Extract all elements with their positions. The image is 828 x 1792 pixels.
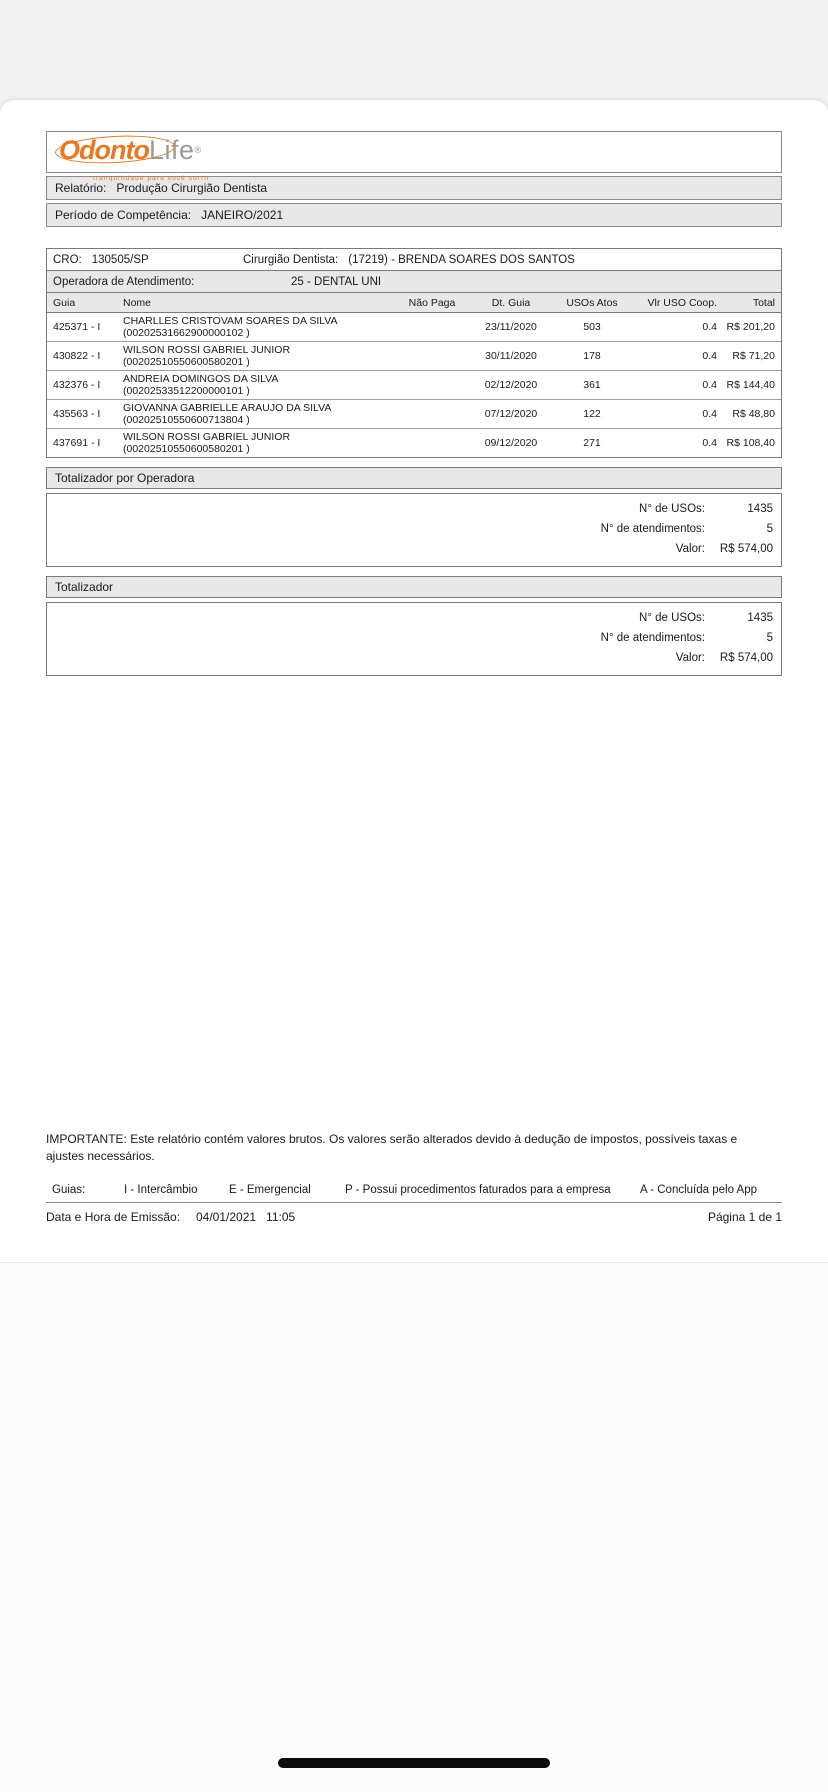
cell-total: R$ 201,20 <box>726 321 775 333</box>
cell-vlr-uso: 0.4 <box>702 379 717 391</box>
cell-usos-atos: 122 <box>583 408 601 420</box>
odontolife-logo <box>59 135 211 182</box>
periodo-value: JANEIRO/2021 <box>201 208 284 222</box>
page-number: Página 1 de 1 <box>707 1210 782 1224</box>
logo-text-odonto: Odonto <box>59 135 149 165</box>
total-usos-row <box>47 499 781 519</box>
table-row <box>47 400 781 429</box>
guias-label: Guias: <box>52 1184 86 1196</box>
header-dt-guia: Dt. Guia <box>491 296 531 309</box>
cro-value: 130505/SP <box>91 253 149 266</box>
valor-label: Valor: <box>675 543 705 555</box>
total-usos-row <box>47 608 781 628</box>
totalizador-operadora-box <box>46 493 782 567</box>
cell-total: R$ 48,80 <box>732 408 775 420</box>
operadora-value: 25 - DENTAL UNI <box>291 275 382 288</box>
total-atendimentos-row <box>47 628 781 648</box>
atendimentos-label: N° de atendimentos: <box>600 632 705 644</box>
usos-label: N° de USOs: <box>639 612 705 624</box>
cell-usos-atos: 271 <box>583 437 601 449</box>
legend-intercambio: I - Intercâmbio <box>124 1184 198 1196</box>
cell-usos-atos: 361 <box>583 379 601 391</box>
table-row <box>47 371 781 400</box>
emissao-value: 04/01/2021 11:05 <box>196 1210 296 1224</box>
cell-dt-guia: 02/12/2020 <box>484 379 538 391</box>
table-row <box>47 429 781 457</box>
legend-procedimentos: P - Possui procedimentos faturados para a empresa <box>345 1184 611 1196</box>
operadora-label: Operadora de Atendimento: <box>53 275 195 288</box>
guias-legend-row <box>46 1180 782 1203</box>
usos-label: N° de USOs: <box>639 503 705 515</box>
header-vlr-uso: Vlr USO Coop. <box>647 296 717 309</box>
cell-dt-guia: 30/11/2020 <box>485 350 537 362</box>
importante-note: IMPORTANTE: Este relatório contém valores brutos. Os valores serão alterados devido à dedução de impostos, possíveis taxas e ajustes necessários. <box>46 1132 738 1163</box>
usos-value: 1435 <box>747 612 773 624</box>
valor-value: R$ 574,00 <box>719 652 773 664</box>
total-atendimentos-row <box>47 519 781 539</box>
cro-group <box>53 254 243 266</box>
cell-guia: 425371 - I <box>53 321 101 333</box>
totalizador-operadora-title: Totalizador por Operadora <box>46 467 782 489</box>
operadora-row <box>47 271 781 293</box>
cro-label: CRO: <box>53 253 82 266</box>
totalizador-title: Totalizador <box>46 576 782 598</box>
dentista-value: (17219) - BRENDA SOARES DOS SANTOS <box>348 253 575 266</box>
dentista-group <box>243 254 575 266</box>
legend-concluida-app: A - Concluída pelo App <box>640 1184 757 1196</box>
header-guia: Guia <box>53 296 76 309</box>
cell-dt-guia: 09/12/2020 <box>484 437 538 449</box>
cell-vlr-uso: 0.4 <box>702 437 717 449</box>
cell-guia: 435563 - I <box>53 408 101 420</box>
atendimentos-value: 5 <box>766 523 773 535</box>
cell-guia: 437691 - I <box>53 437 101 449</box>
home-indicator[interactable] <box>278 1758 550 1768</box>
logo-tagline: tranquilidade para você sorrir <box>93 175 211 182</box>
background-area <box>0 1262 828 1792</box>
totalizador-box <box>46 602 782 676</box>
cell-usos-atos: 178 <box>583 350 601 362</box>
header-usos-atos: USOs Atos <box>566 296 618 309</box>
table-header-row <box>47 293 781 313</box>
periodo-bar <box>46 203 782 227</box>
table-row <box>47 313 781 342</box>
cell-nome: ANDREIA DOMINGOS DA SILVA (00202533512200000101 ) <box>123 373 278 397</box>
cell-total: R$ 108,40 <box>726 437 775 449</box>
report-footer <box>46 1131 782 1224</box>
emissao-label: Data e Hora de Emissão: <box>46 1210 181 1224</box>
header-total: Total <box>752 296 775 309</box>
valor-value: R$ 574,00 <box>719 543 773 555</box>
emission-row <box>46 1203 782 1224</box>
atendimentos-label: N° de atendimentos: <box>600 523 705 535</box>
report-page <box>46 131 782 1262</box>
logo-box <box>46 131 782 182</box>
relatorio-value: Produção Cirurgião Dentista <box>116 181 268 195</box>
total-valor-row <box>47 648 781 668</box>
cell-nome: CHARLLES CRISTOVAM SOARES DA SILVA (00202531662900000102 ) <box>123 315 337 339</box>
cell-nome: WILSON ROSSI GABRIEL JUNIOR (00202510550600580201 ) <box>123 344 291 368</box>
meta-row <box>47 249 781 271</box>
usos-value: 1435 <box>747 503 773 515</box>
cell-dt-guia: 07/12/2020 <box>484 408 538 420</box>
document-preview-sheet[interactable] <box>0 100 828 1262</box>
production-table <box>46 248 782 458</box>
cell-usos-atos: 503 <box>583 321 601 333</box>
header-nome: Nome <box>123 296 152 309</box>
cell-guia: 432376 - I <box>53 379 101 391</box>
cell-dt-guia: 23/11/2020 <box>485 321 537 333</box>
atendimentos-value: 5 <box>766 632 773 644</box>
cell-nome: GIOVANNA GABRIELLE ARAUJO DA SILVA (00202510550600713804 ) <box>123 402 331 426</box>
dentista-label: Cirurgião Dentista: <box>243 253 339 266</box>
trademark-symbol: ® <box>194 145 202 155</box>
legend-emergencial: E - Emergencial <box>229 1184 311 1196</box>
cell-total: R$ 71,20 <box>732 350 775 362</box>
table-row <box>47 342 781 371</box>
cell-vlr-uso: 0.4 <box>702 350 717 362</box>
logo-text-life: Life <box>148 135 195 165</box>
cell-vlr-uso: 0.4 <box>702 321 717 333</box>
cell-nome: WILSON ROSSI GABRIEL JUNIOR (00202510550600580201 ) <box>123 431 291 455</box>
header-nao-paga: Não Paga <box>408 296 456 309</box>
cell-total: R$ 144,40 <box>726 379 775 391</box>
cell-guia: 430822 - I <box>53 350 101 362</box>
cell-vlr-uso: 0.4 <box>702 408 717 420</box>
total-valor-row <box>47 539 781 559</box>
valor-label: Valor: <box>675 652 705 664</box>
relatorio-label: Relatório: <box>55 181 107 195</box>
periodo-label: Período de Competência: <box>55 208 192 222</box>
